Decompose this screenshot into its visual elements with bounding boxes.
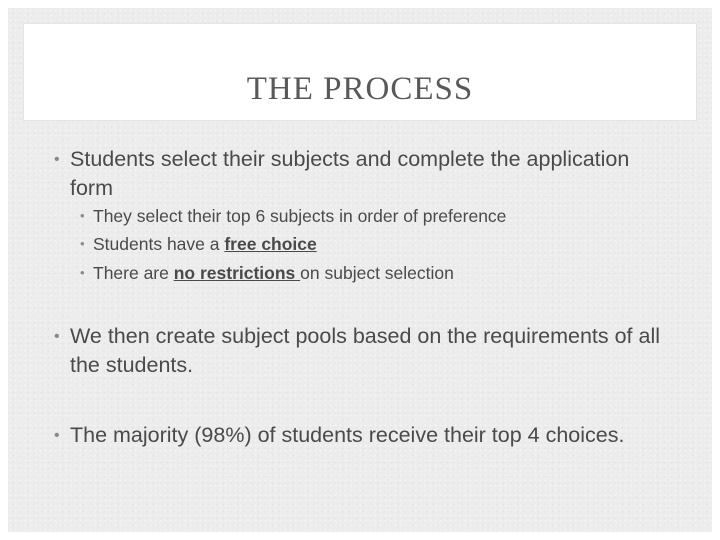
bullet-dot: • (54, 328, 60, 345)
bullet-text: We then create subject pools based on the requirements of all the students. (70, 324, 661, 377)
emphasized-text: no restrictions (173, 263, 301, 283)
bullet-text: Students select their subjects and complete the application form (70, 147, 630, 200)
emphasized-text: free choice (224, 234, 317, 254)
sub-bullet-dot: • (80, 236, 85, 251)
sub-bullet-dot: • (80, 208, 85, 223)
bullet-text: The majority (98%) of students receive their top 4 choices. (70, 423, 625, 447)
bullet-dot: • (54, 427, 60, 444)
title-band (24, 24, 696, 120)
slide-title: THE PROCESS (246, 71, 474, 107)
bullet-item (54, 322, 660, 380)
sub-bullet-text: They select their top 6 subjects in order of preference (93, 206, 507, 226)
sub-bullet-prefix: There are (93, 263, 174, 283)
sub-bullet-item (80, 205, 506, 227)
bullet-item (54, 145, 660, 203)
sub-bullet-text (93, 233, 317, 255)
sub-bullet-dot: • (80, 265, 85, 280)
sub-bullet-item (80, 233, 317, 255)
bullet-dot: • (54, 151, 60, 168)
sub-bullet-suffix: on subject selection (300, 263, 454, 283)
sub-bullet-prefix: Students have a (93, 234, 225, 254)
sub-bullet-text (93, 262, 454, 284)
sub-bullet-item (80, 262, 454, 284)
bullet-item (54, 421, 660, 450)
slide (8, 8, 712, 532)
